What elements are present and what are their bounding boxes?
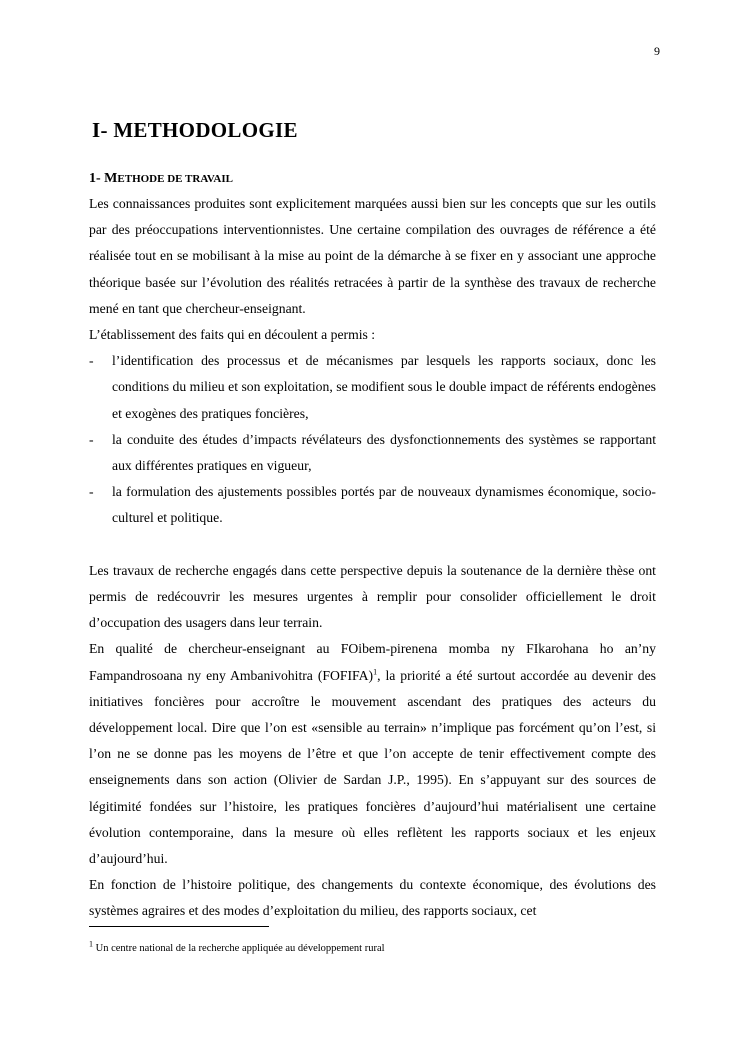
list-item [89, 348, 656, 427]
list-marker: - [89, 353, 94, 369]
footnote-reference[interactable]: 1 [373, 667, 378, 677]
footnote-text: Un centre national de la recherche appliquée au développement rural [93, 943, 385, 954]
section-heading [89, 171, 233, 187]
list-marker: - [89, 431, 94, 447]
list-item [89, 427, 656, 479]
paragraph-3: Les travaux de recherche engagés dans cette perspective depuis la soutenance de la dernière thèse ont permis de redécouvrir les mesures urgentes à remplir pour consolider officiellement le droit d’occupation des usagers dans leur terrain. [89, 562, 656, 631]
paragraph-spacer [89, 532, 656, 558]
paragraph-1: Les connaissances produites sont explicitement marquées aussi bien sur les concepts que sur les outils par des préoccupations interventionnistes. Une certaine compilation des ouvrages de référence a été réalisée tout en se mobilisant à la mise au point de la démarche à se fixer en y associant une approche théorique basée sur l’évolution des réalités retracées à partir de la synthèse des travaux de recherche mené en tant que chercheur-enseignant. [89, 196, 656, 316]
list-item-text: la formulation des ajustements possibles portés par de nouveaux dynamismes économique, socio-culturel et politique. [112, 484, 656, 526]
paragraph-2: L’établissement des faits qui en découlent a permis : [89, 327, 376, 343]
list-marker: - [89, 484, 94, 500]
bullet-list [89, 348, 656, 531]
body-text [89, 191, 656, 925]
footnote-separator [89, 926, 269, 927]
list-item [89, 479, 656, 531]
footnote-number: 1 [89, 939, 93, 949]
footnote [89, 939, 656, 956]
paragraph-4-end: , la priorité a été surtout accordée au devenir des initiatives foncières pour accroître le mouvement ascendant des pratiques des acteurs du développement local. Dire que l’on est «sensible au terrain» n’implique pas forcément qu’on l’est, si l’on ne se donne pas les moyens de l’être et que l’on accepte de tenir effectivement compte des enseignements dans son action (Olivier de Sardan J.P., 1995). En s’appuyant sur des sources de légitimité fondées sur l’histoire, les pratiques foncières d’aujourd’hui matérialisent une certaine évolution contemporaine, dans la mesure où elles reflètent les rapports sociaux et les enjeux d’aujourd’hui. [89, 667, 656, 867]
list-item-text: l’identification des processus et de mécanismes par lesquels les rapports sociaux, donc les conditions du milieu et son exploitation, se modifient sous le double impact de référents endogènes et exogènes des pratiques foncières, [112, 353, 656, 421]
paragraph-4 [89, 636, 656, 872]
paragraph-5: En fonction de l’histoire politique, des changements du contexte économique, des évolutions des systèmes agraires et des modes d’exploitation du milieu, des rapports sociaux, cet [89, 877, 656, 919]
list-item-text: la conduite des études d’impacts révélateurs des dysfonctionnements des systèmes se rapportant aux différentes pratiques en vigueur, [112, 431, 656, 474]
section-heading-rest: ETHODE DE TRAVAIL [117, 173, 233, 185]
paragraph-4-start: En qualité de chercheur-enseignant au FOibem-pirenena momba ny FIkarohana ho an’ny Fampandrosoana ny eny Ambanivohitra (FOFIFA) [89, 641, 656, 683]
section-heading-prefix: 1- M [89, 171, 118, 186]
page-number: 9 [654, 44, 660, 58]
chapter-title: I- METHODOLOGIE [92, 118, 298, 142]
